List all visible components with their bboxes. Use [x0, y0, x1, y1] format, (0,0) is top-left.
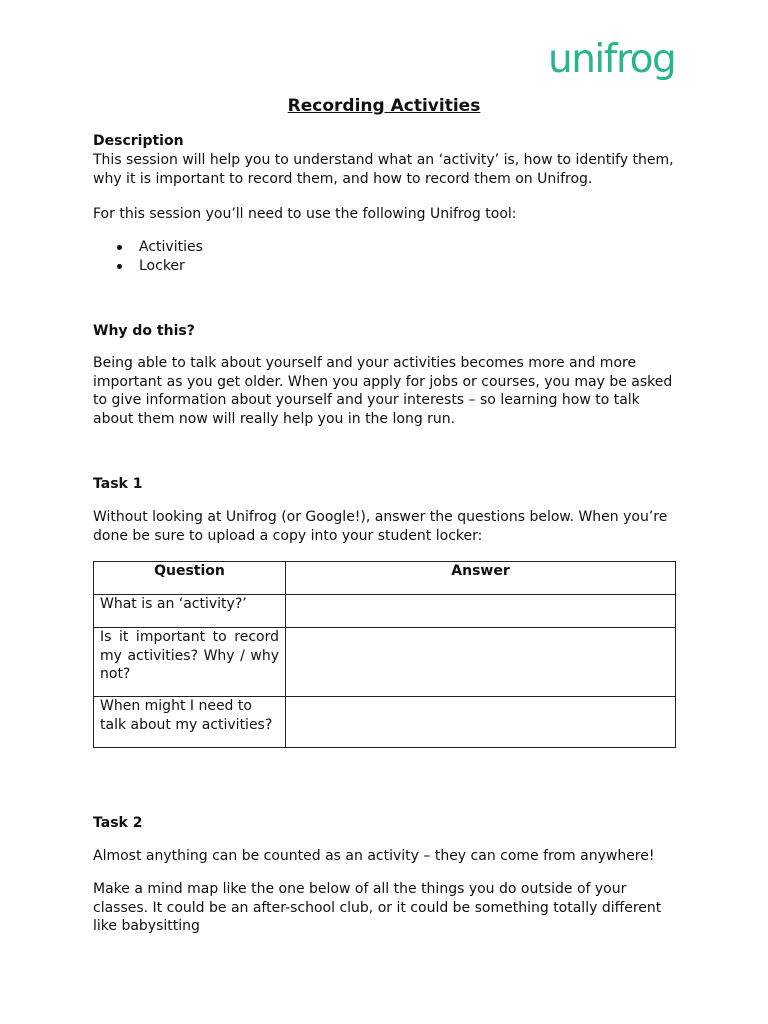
description-paragraph: This session will help you to understand what an ‘activity’ is, how to identify them, why it is important to record them, and how to record them on Unifrog.	[93, 152, 674, 187]
question-answer-table	[93, 561, 676, 748]
task2-paragraph-2: Make a mind map like the one below of all the things you do outside of your classes. It could be an after-school club, or it could be something totally different like babysitting	[93, 881, 662, 934]
why-heading: Why do this?	[93, 323, 195, 339]
column-header-question: Question	[94, 562, 286, 595]
tools-intro: For this session you’ll need to use the following Unifrog tool:	[93, 206, 517, 222]
description-heading: Description	[93, 133, 184, 149]
why-paragraph: Being able to talk about yourself and your activities becomes more and more important as you get older. When you apply for jobs or courses, you may be asked to give information about yourself and your interests – so learning how to talk about them now will really help you in the long run.	[93, 355, 673, 427]
answer-cell[interactable]	[286, 697, 676, 748]
task1-heading: Task 1	[93, 476, 143, 492]
task2-paragraph-1: Almost anything can be counted as an activity – they can come from anywhere!	[93, 848, 655, 864]
table-header-row	[94, 562, 676, 595]
task2-heading: Task 2	[93, 815, 143, 831]
table-row	[94, 628, 676, 697]
question-cell: What is an ‘activity?’	[94, 595, 286, 628]
task1-paragraph: Without looking at Unifrog (or Google!), answer the questions below. When you’re done be sure to upload a copy into your student locker:	[93, 509, 668, 544]
question-cell: Is it important to record my activities? Why / why not?	[94, 628, 286, 697]
answer-cell[interactable]	[286, 595, 676, 628]
column-header-answer: Answer	[286, 562, 676, 595]
answer-cell[interactable]	[286, 628, 676, 697]
question-cell: When might I need to talk about my activities?	[94, 697, 286, 748]
tool-item-locker: Locker	[93, 257, 677, 276]
table-row	[94, 595, 676, 628]
tools-list	[93, 238, 677, 275]
page-title: Recording Activities	[287, 96, 481, 116]
table-row	[94, 697, 676, 748]
logo-text: unifrog	[548, 37, 676, 82]
unifrog-logo	[548, 36, 675, 84]
tool-item-activities: Activities	[93, 238, 677, 257]
